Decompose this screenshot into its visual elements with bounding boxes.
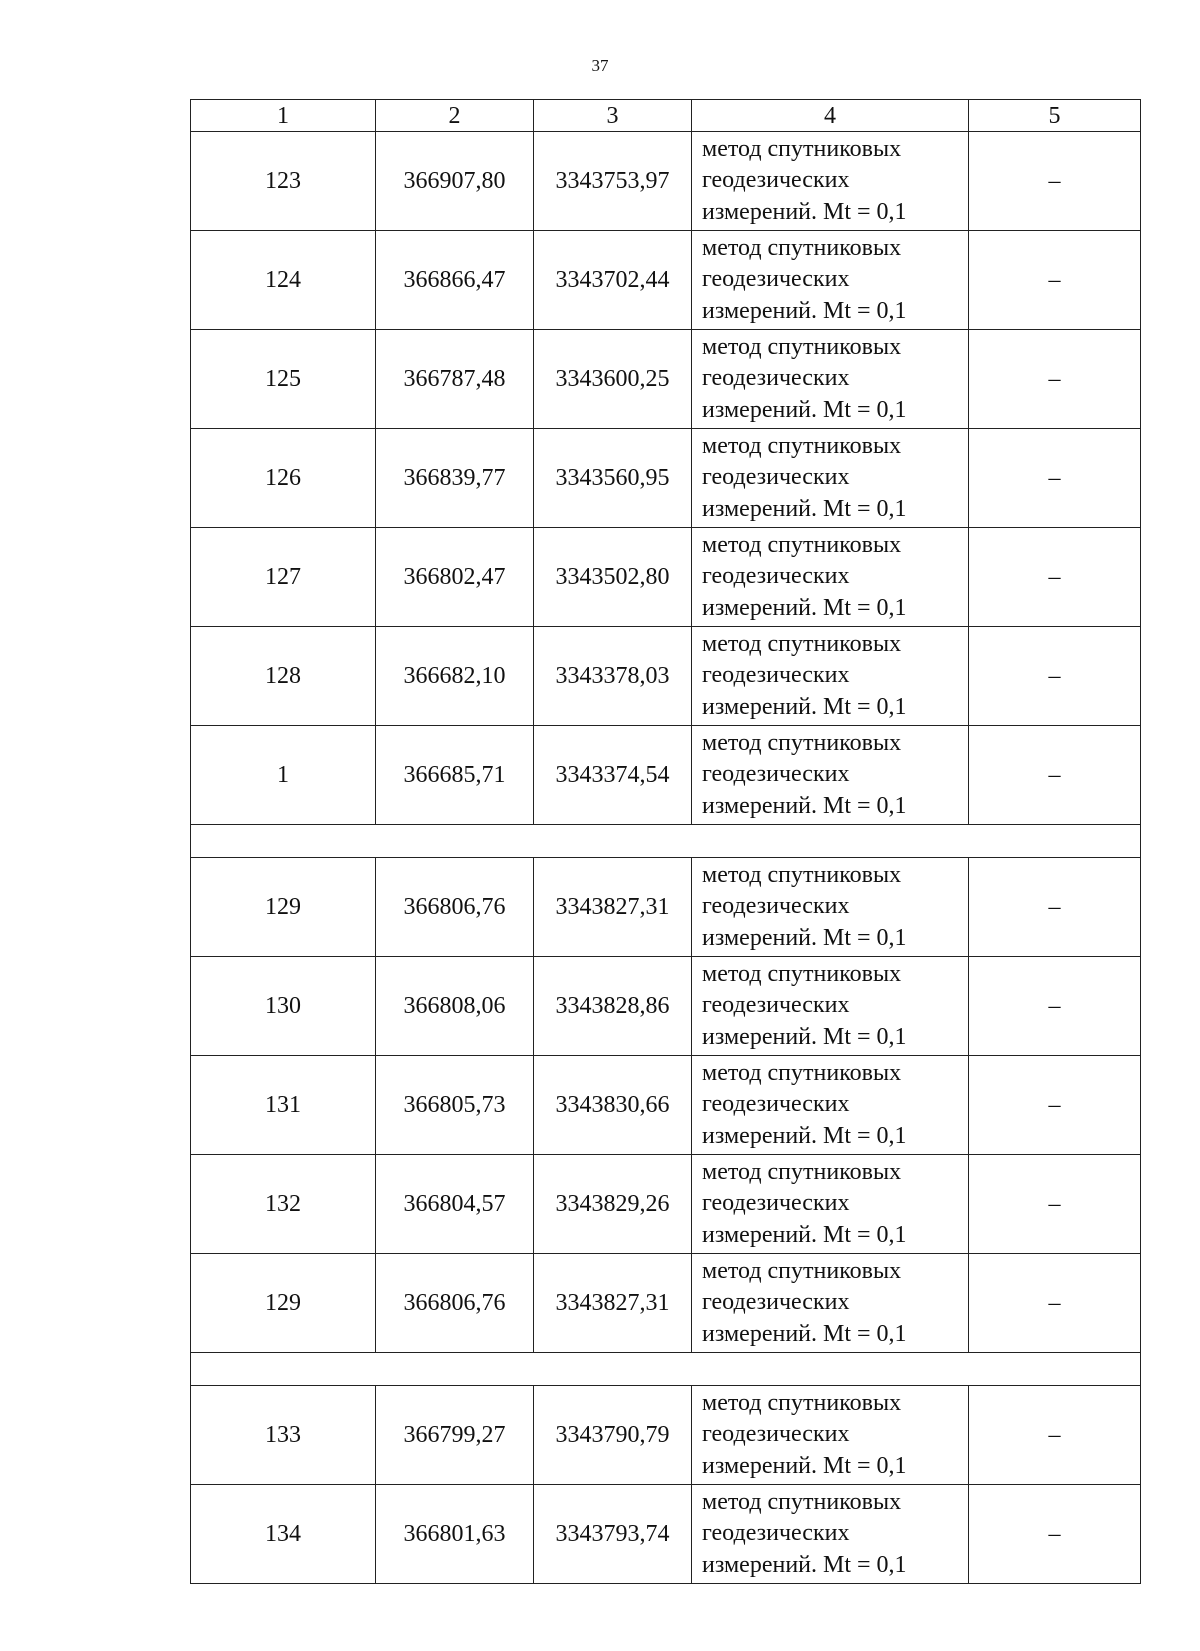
x-coordinate-cell: 366907,80 bbox=[376, 132, 534, 231]
coordinates-table bbox=[190, 99, 1141, 1584]
method-text-line: измерений. Mt = 0,1 bbox=[702, 495, 907, 522]
method-text-line: геодезических bbox=[702, 1091, 850, 1118]
y-coordinate-cell: 3343502,80 bbox=[534, 528, 692, 627]
method-text-line: метод спутниковых bbox=[702, 1257, 902, 1284]
x-coordinate-cell: 366806,76 bbox=[376, 1254, 534, 1353]
method-text-line: геодезических bbox=[702, 662, 850, 689]
y-coordinate-cell: 3343560,95 bbox=[534, 429, 692, 528]
method-cell bbox=[692, 132, 969, 231]
method-text-line: измерений. Mt = 0,1 bbox=[702, 1122, 907, 1149]
x-coordinate-cell: 366808,06 bbox=[376, 957, 534, 1056]
point-number-cell: 130 bbox=[191, 957, 376, 1056]
column-header-1: 1 bbox=[191, 100, 376, 132]
point-number-cell: 133 bbox=[191, 1386, 376, 1485]
method-text-line: метод спутниковых bbox=[702, 1389, 902, 1416]
column-5-cell: – bbox=[969, 1056, 1141, 1155]
table-row bbox=[191, 231, 1141, 330]
column-5-cell: – bbox=[969, 231, 1141, 330]
y-coordinate-cell: 3343827,31 bbox=[534, 1254, 692, 1353]
point-number-cell: 127 bbox=[191, 528, 376, 627]
method-text-line: метод спутниковых bbox=[702, 1158, 902, 1185]
x-coordinate-cell: 366839,77 bbox=[376, 429, 534, 528]
point-number-cell: 123 bbox=[191, 132, 376, 231]
column-5-cell: – bbox=[969, 132, 1141, 231]
method-text-line: геодезических bbox=[702, 464, 850, 491]
table-row bbox=[191, 1254, 1141, 1353]
method-text-line: геодезических bbox=[702, 266, 850, 293]
method-text-line: геодезических bbox=[702, 167, 850, 194]
method-text-line: метод спутниковых bbox=[702, 1059, 902, 1086]
method-text-line: метод спутниковых bbox=[702, 630, 902, 657]
method-cell bbox=[692, 627, 969, 726]
y-coordinate-cell: 3343378,03 bbox=[534, 627, 692, 726]
column-5-cell: – bbox=[969, 429, 1141, 528]
x-coordinate-cell: 366805,73 bbox=[376, 1056, 534, 1155]
page-number: 37 bbox=[591, 56, 609, 75]
point-number-cell: 126 bbox=[191, 429, 376, 528]
method-text-line: геодезических bbox=[702, 365, 850, 392]
method-cell bbox=[692, 330, 969, 429]
method-text-line: измерений. Mt = 0,1 bbox=[702, 594, 907, 621]
point-number-cell: 131 bbox=[191, 1056, 376, 1155]
method-text-line: метод спутниковых bbox=[702, 333, 902, 360]
table-row bbox=[191, 1155, 1141, 1254]
y-coordinate-cell: 3343753,97 bbox=[534, 132, 692, 231]
method-text-line: метод спутниковых bbox=[702, 729, 902, 756]
method-cell bbox=[692, 957, 969, 1056]
point-number-cell: 125 bbox=[191, 330, 376, 429]
method-text-line: измерений. Mt = 0,1 bbox=[702, 198, 907, 225]
table-row bbox=[191, 1386, 1141, 1485]
point-number-cell: 129 bbox=[191, 1254, 376, 1353]
method-cell bbox=[692, 1056, 969, 1155]
method-cell bbox=[692, 1254, 969, 1353]
table-header-row bbox=[191, 100, 1141, 132]
point-number-cell: 132 bbox=[191, 1155, 376, 1254]
column-5-cell: – bbox=[969, 1485, 1141, 1584]
method-cell bbox=[692, 231, 969, 330]
y-coordinate-cell: 3343374,54 bbox=[534, 726, 692, 825]
x-coordinate-cell: 366799,27 bbox=[376, 1386, 534, 1485]
method-text-line: геодезических bbox=[702, 1520, 850, 1547]
method-cell bbox=[692, 528, 969, 627]
point-number-cell: 129 bbox=[191, 858, 376, 957]
x-coordinate-cell: 366866,47 bbox=[376, 231, 534, 330]
method-text-line: измерений. Mt = 0,1 bbox=[702, 924, 907, 951]
y-coordinate-cell: 3343830,66 bbox=[534, 1056, 692, 1155]
method-text-line: измерений. Mt = 0,1 bbox=[702, 1221, 907, 1248]
method-text-line: геодезических bbox=[702, 761, 850, 788]
table-row bbox=[191, 957, 1141, 1056]
table-row bbox=[191, 429, 1141, 528]
point-number-cell: 134 bbox=[191, 1485, 376, 1584]
column-5-cell: – bbox=[969, 1254, 1141, 1353]
table-row bbox=[191, 627, 1141, 726]
x-coordinate-cell: 366804,57 bbox=[376, 1155, 534, 1254]
method-text-line: геодезических bbox=[702, 1289, 850, 1316]
method-text-line: измерений. Mt = 0,1 bbox=[702, 792, 907, 819]
point-number-cell: 124 bbox=[191, 231, 376, 330]
column-header-5: 5 bbox=[969, 100, 1141, 132]
column-5-cell: – bbox=[969, 858, 1141, 957]
column-5-cell: – bbox=[969, 726, 1141, 825]
x-coordinate-cell: 366787,48 bbox=[376, 330, 534, 429]
method-text-line: геодезических bbox=[702, 893, 850, 920]
method-text-line: геодезических bbox=[702, 1190, 850, 1217]
section-separator-cell bbox=[191, 825, 1141, 858]
y-coordinate-cell: 3343793,74 bbox=[534, 1485, 692, 1584]
method-text-line: метод спутниковых bbox=[702, 432, 902, 459]
method-text-line: измерений. Mt = 0,1 bbox=[702, 693, 907, 720]
section-separator-row bbox=[191, 1353, 1141, 1386]
method-text-line: метод спутниковых bbox=[702, 861, 902, 888]
x-coordinate-cell: 366682,10 bbox=[376, 627, 534, 726]
method-text-line: метод спутниковых bbox=[702, 135, 902, 162]
column-header-4: 4 bbox=[692, 100, 969, 132]
x-coordinate-cell: 366801,63 bbox=[376, 1485, 534, 1584]
method-cell bbox=[692, 429, 969, 528]
table-row bbox=[191, 132, 1141, 231]
method-cell bbox=[692, 726, 969, 825]
method-text-line: метод спутниковых bbox=[702, 1488, 902, 1515]
method-text-line: измерений. Mt = 0,1 bbox=[702, 1023, 907, 1050]
method-text-line: метод спутниковых bbox=[702, 531, 902, 558]
method-text-line: измерений. Mt = 0,1 bbox=[702, 1320, 907, 1347]
y-coordinate-cell: 3343702,44 bbox=[534, 231, 692, 330]
x-coordinate-cell: 366685,71 bbox=[376, 726, 534, 825]
method-text-line: геодезических bbox=[702, 992, 850, 1019]
y-coordinate-cell: 3343600,25 bbox=[534, 330, 692, 429]
method-cell bbox=[692, 1386, 969, 1485]
method-cell bbox=[692, 1155, 969, 1254]
column-5-cell: – bbox=[969, 1155, 1141, 1254]
table-row bbox=[191, 1485, 1141, 1584]
method-text-line: метод спутниковых bbox=[702, 960, 902, 987]
method-text-line: метод спутниковых bbox=[702, 234, 902, 261]
table-row bbox=[191, 528, 1141, 627]
column-header-3: 3 bbox=[534, 100, 692, 132]
method-text-line: измерений. Mt = 0,1 bbox=[702, 297, 907, 324]
section-separator-row bbox=[191, 825, 1141, 858]
x-coordinate-cell: 366806,76 bbox=[376, 858, 534, 957]
method-text-line: геодезических bbox=[702, 563, 850, 590]
y-coordinate-cell: 3343790,79 bbox=[534, 1386, 692, 1485]
point-number-cell: 128 bbox=[191, 627, 376, 726]
method-text-line: измерений. Mt = 0,1 bbox=[702, 1452, 907, 1479]
column-5-cell: – bbox=[969, 957, 1141, 1056]
point-number-cell: 1 bbox=[191, 726, 376, 825]
table-row bbox=[191, 858, 1141, 957]
method-text-line: измерений. Mt = 0,1 bbox=[702, 396, 907, 423]
column-5-cell: – bbox=[969, 1386, 1141, 1485]
table-row bbox=[191, 1056, 1141, 1155]
x-coordinate-cell: 366802,47 bbox=[376, 528, 534, 627]
column-5-cell: – bbox=[969, 528, 1141, 627]
y-coordinate-cell: 3343828,86 bbox=[534, 957, 692, 1056]
section-separator-cell bbox=[191, 1353, 1141, 1386]
column-5-cell: – bbox=[969, 330, 1141, 429]
column-5-cell: – bbox=[969, 627, 1141, 726]
method-cell bbox=[692, 1485, 969, 1584]
y-coordinate-cell: 3343829,26 bbox=[534, 1155, 692, 1254]
table-row bbox=[191, 726, 1141, 825]
column-header-2: 2 bbox=[376, 100, 534, 132]
y-coordinate-cell: 3343827,31 bbox=[534, 858, 692, 957]
method-text-line: геодезических bbox=[702, 1421, 850, 1448]
method-text-line: измерений. Mt = 0,1 bbox=[702, 1551, 907, 1578]
table-row bbox=[191, 330, 1141, 429]
method-cell bbox=[692, 858, 969, 957]
